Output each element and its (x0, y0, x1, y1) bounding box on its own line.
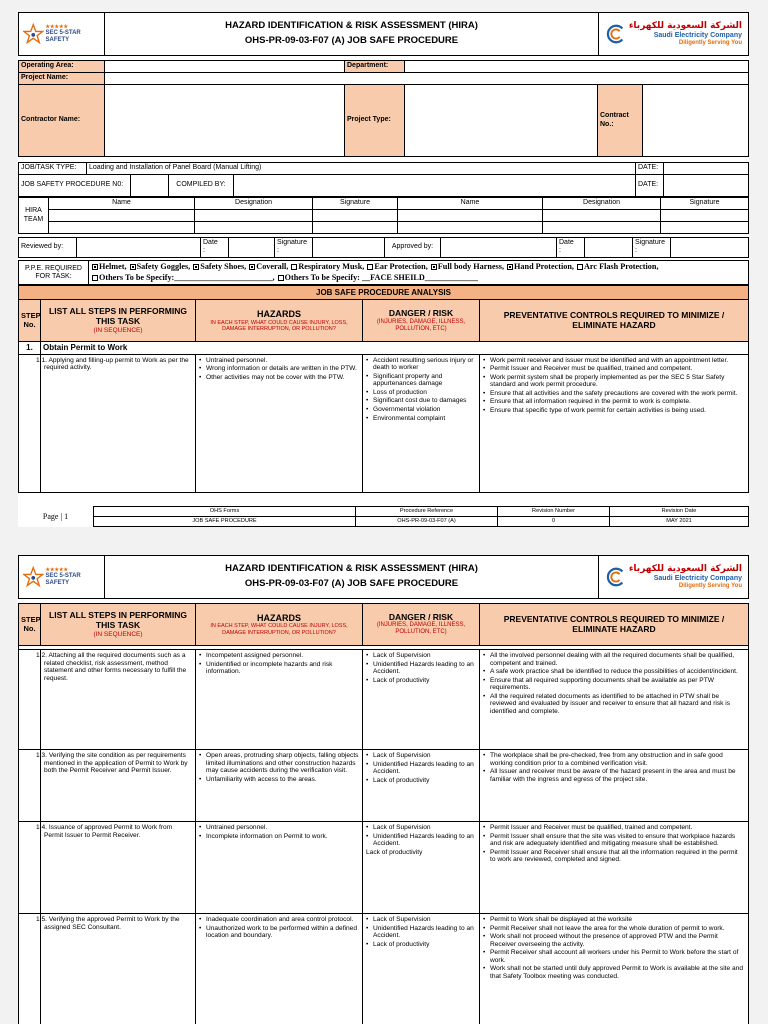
team-designation-header-2: Designation (543, 198, 661, 210)
review-approval-table (18, 237, 749, 258)
ppe-option-label: Hand Protection, (514, 262, 574, 271)
danger-cell (363, 650, 480, 750)
table-row (19, 750, 749, 822)
logo-text: SEC 5-STAR SAFETY (45, 30, 81, 43)
ppe-option-label: Safety Goggles, (136, 262, 191, 271)
footer-reference-value: OHS-PR-09-03-F07 (A) (356, 517, 498, 527)
job-task-table (18, 162, 749, 197)
team-name-header-2: Name (398, 198, 543, 210)
colon: : (203, 247, 205, 255)
company-name-english: Saudi Electricity Company (653, 574, 742, 582)
checkbox-checked-icon (507, 264, 513, 270)
controls-header: PREVENTATIVE CONTROLS REQUIRED TO MINIMIZE / ELIMINATE HAZARD (480, 604, 749, 646)
ppe-checkbox-arc[interactable] (576, 262, 659, 271)
control-item: • Ensure that all information required in the permit to work is complete. (483, 398, 745, 406)
sec-swirl-icon (604, 566, 626, 588)
team-field[interactable] (313, 210, 398, 222)
step-number: 1. (19, 342, 41, 354)
hazard-item: • Unauthorized work to be performed within a defined location and boundary. (199, 925, 359, 940)
team-field[interactable] (313, 222, 398, 234)
danger-item: • Governmental violation (366, 406, 476, 414)
hazard-item: • Untrained personnel. (199, 357, 359, 365)
job-task-type-label: JOB/TASK TYPE: (19, 163, 87, 175)
date-label-2: DATE: (636, 175, 664, 197)
ppe-checkbox-others-2[interactable] (277, 273, 478, 282)
step-cell-empty (19, 750, 41, 822)
hazards-header-title: HAZARDS (257, 613, 301, 624)
team-field[interactable] (398, 222, 543, 234)
contract-no-label: Contract No.: (598, 85, 643, 157)
hazard-item: • Unfamiliarity with access to the areas. (199, 776, 359, 784)
date-field[interactable] (664, 163, 749, 175)
checkbox-checked-icon (431, 264, 437, 270)
hazard-item: • Wrong information or details are written in the PTW. (199, 365, 359, 373)
hazard-item: • Incompetent assigned personnel. (199, 652, 359, 660)
footer-col-revision-date: Revision Date (610, 507, 749, 517)
hazards-cell (196, 354, 363, 492)
team-name-header: Name (49, 198, 195, 210)
footer-table (93, 506, 749, 527)
ppe-option-label: Full body Harness, (437, 262, 504, 271)
ppe-option-label: Others To be Specify: __FACE SHEILD_____________ (284, 272, 479, 282)
ppe-label: P.P.E. REQUIRED FOR TASK: (19, 261, 89, 285)
project-info-table (18, 60, 749, 157)
project-name-label: Project Name: (19, 73, 105, 85)
project-type-field[interactable] (405, 85, 598, 157)
team-field[interactable] (543, 210, 661, 222)
reviewed-by-label: Reviewed by: (19, 238, 77, 258)
step-no-header: STEP No. (19, 604, 41, 646)
danger-cell (363, 354, 480, 492)
control-item: • Permit to Work shall be displayed at the worksite (483, 916, 745, 924)
page-subtitle: OHS-PR-09-03-F07 (A) JOB SAFE PROCEDURE (244, 578, 459, 589)
sec-swirl-icon (604, 23, 626, 45)
steps-header (41, 300, 196, 342)
department-field[interactable] (405, 61, 749, 73)
steps-header-title: LIST ALL STEPS IN PERFORMING THIS TASK (49, 306, 187, 327)
colon: : (277, 247, 279, 255)
hazards-header-sub: IN EACH STEP, WHAT COULD CAUSE INJURY, LOSS, DAMAGE INTERRUPTION, OR POLLUTION? (210, 623, 348, 636)
hazards-header (196, 604, 363, 646)
ppe-option-label: Respiratory Musk, (298, 262, 365, 271)
hira-team-label: HIRA TEAM (19, 198, 49, 234)
danger-item: • Lack of Supervision (366, 824, 476, 832)
controls-header: PREVENTATIVE CONTROLS REQUIRED TO MINIMIZE / ELIMINATE HAZARD (480, 300, 749, 342)
ppe-options (89, 261, 749, 285)
control-item: • Ensure that all required supporting documents shall be available as per PTW requirements. (483, 677, 745, 692)
approved-date-field[interactable] (585, 238, 633, 258)
hazards-header (196, 300, 363, 342)
compiled-by-field[interactable] (234, 175, 636, 197)
danger-header (363, 300, 480, 342)
sec-safety-logo (19, 13, 105, 56)
danger-item: • Unidentified Hazards leading to an Accident. (366, 833, 476, 848)
ppe-checkbox-others-1[interactable] (91, 273, 275, 282)
team-field[interactable] (661, 210, 749, 222)
hazards-cell (196, 914, 363, 1024)
footer-col-reference: Procedure Reference (356, 507, 498, 517)
danger-item: • Lack of Supervision (366, 916, 476, 924)
danger-cell (363, 822, 480, 914)
footer-revision-date-value: MAY 2021 (610, 517, 749, 527)
steps-header-sub: (IN SEQUENCE) (93, 630, 143, 638)
controls-cell (480, 914, 749, 1024)
logo-stars: ★★★★★ (45, 23, 68, 30)
hazards-cell (196, 750, 363, 822)
ppe-checkbox-goggles[interactable] (129, 262, 191, 271)
project-type-label: Project Type: (345, 85, 405, 157)
approved-signature-label: Signature (635, 239, 665, 246)
control-item: • Permit Receiver shall account all workers under his Permit to Work before the start of work. (483, 949, 745, 964)
control-item: • Work shall not be started until duly approved Permit to Work is available at the site and that Safety Toolbox meeting was conducted. (483, 965, 745, 980)
danger-cell (363, 750, 480, 822)
contractor-name-label: Contractor Name: (19, 85, 105, 157)
danger-item: • Lack of productivity (366, 777, 476, 785)
ppe-checkbox-ear[interactable] (366, 262, 427, 271)
control-item: • Permit Receiver shall not leave the area for the whole duration of permit to work. (483, 925, 745, 933)
step-cell-empty (19, 914, 41, 1024)
page-footer (18, 506, 749, 527)
logo-stars: ★★★★★ (45, 566, 68, 573)
ppe-checkbox-harness[interactable] (430, 262, 504, 271)
step-description: 1.3. Verifying the site condition as per requirements mentioned in the application of Permit to Work by both the Permit Receiver and Permit Issuer. (41, 750, 196, 822)
controls-cell (480, 822, 749, 914)
team-signature-header-2: Signature (661, 198, 749, 210)
checkbox-unchecked-icon (577, 264, 583, 270)
danger-cell (363, 914, 480, 1024)
ppe-option-label: Arc Flash Protection, (583, 262, 659, 271)
ppe-checkbox-coverall[interactable] (248, 262, 288, 271)
company-name-english: Saudi Electricity Company (653, 31, 742, 39)
star-logo-icon (23, 566, 44, 588)
step-description: 1.5. Verifying the approved Permit to Work by the assigned SEC Consultant. (41, 914, 196, 1024)
control-item: • Work permit receiver and issuer must be identified and with an appointment letter. (483, 357, 745, 365)
ppe-checkbox-shoes[interactable] (192, 262, 246, 271)
control-item: • Work permit system shall be properly implemented as per the SEC 5 Star Safety standard and work permit procedure. (483, 374, 745, 389)
reviewed-signature-field[interactable] (313, 238, 385, 258)
hazards-header-title: HAZARDS (257, 309, 301, 320)
date-label: DATE: (636, 163, 664, 175)
danger-item: • Significant property and appurtenances damage (366, 373, 476, 388)
danger-item: • Lack of productivity (366, 677, 476, 685)
checkbox-checked-icon (193, 264, 199, 270)
danger-item: • Unidentified Hazards leading to an Accident. (366, 925, 476, 940)
sec-company-logo (599, 13, 749, 56)
controls-cell (480, 750, 749, 822)
hazard-item: • Untrained personnel. (199, 824, 359, 832)
step-description: 1.1. Applying and filling-up permit to Work as per the required activity. (41, 354, 196, 492)
page-number: Page | 1 (42, 512, 69, 521)
checkbox-unchecked-icon (367, 264, 373, 270)
reviewed-date-field[interactable] (229, 238, 275, 258)
control-item: • Permit Issuer and Receiver must be qualified, trained and competent. (483, 824, 745, 832)
step-description: 1.2. Attaching all the required documents such as a related checklist, risk assessment, method statement and other forms necessary to fulfill the request. (41, 650, 196, 750)
step-cell-empty (19, 354, 41, 492)
controls-cell (480, 650, 749, 750)
ppe-option-label: Ear Protection, (374, 262, 428, 271)
team-field[interactable] (543, 222, 661, 234)
checkbox-checked-icon (130, 264, 136, 270)
logo-text: SEC 5-STAR SAFETY (45, 573, 81, 586)
approved-by-field[interactable] (441, 238, 557, 258)
hira-team-table (18, 197, 749, 234)
steps-header (41, 604, 196, 646)
control-item: • All Issuer and receiver must be aware of the hazard present in the area and must be familiar with the ingress and egress of the project site. (483, 768, 745, 783)
step-cell-empty (19, 822, 41, 914)
approved-by-label: Approved by: (385, 238, 441, 258)
hazard-item: • Unidentified or incomplete hazards and risk information. (199, 661, 359, 676)
hazards-cell (196, 650, 363, 750)
danger-header-sub: (INJURIES, DAMAGE, ILLNESS, POLLUTION, ETC) (376, 318, 466, 332)
operating-area-label: Operating Area: (19, 61, 105, 73)
colon: : (635, 247, 637, 255)
control-item: • Permit Issuer and Receiver shall ensure that all the information required in the permit to work are reviewed, completed and signed. (483, 849, 745, 864)
control-item: • All the required related documents as identified to be attached in PTW shall be reviewed and evaluated by issuer and receiver to ensure that all hazard and risk is identified and complete. (483, 693, 745, 716)
hazards-header-sub: IN EACH STEP, WHAT COULD CAUSE INJURY, LOSS, DAMAGE INTERRUPTION, OR POLLUTION? (210, 319, 348, 332)
danger-item: • Unidentified Hazards leading to an Accident. (366, 761, 476, 776)
ppe-option-label: Helmet, (99, 262, 127, 271)
operating-area-field[interactable] (105, 61, 345, 73)
footer-col-revision-number: Revision Number (498, 507, 610, 517)
controls-cell (480, 354, 749, 492)
danger-item: • Lack of Supervision (366, 752, 476, 760)
jsp-number-field[interactable] (131, 175, 169, 197)
ppe-checkbox-hand[interactable] (506, 262, 574, 271)
danger-item: • Significant cost due to damages (366, 397, 476, 405)
steps-header-sub: (IN SEQUENCE) (93, 326, 143, 334)
contract-no-field[interactable] (643, 85, 749, 157)
team-field[interactable] (398, 210, 543, 222)
contractor-name-field[interactable] (105, 85, 345, 157)
company-tagline: Diligently Serving You (678, 39, 742, 46)
document-header (18, 12, 749, 56)
analysis-table-continued (18, 603, 749, 1024)
danger-header-sub: (INJURIES, DAMAGE, ILLNESS, POLLUTION, ETC) (376, 622, 466, 636)
checkbox-unchecked-icon (92, 275, 98, 281)
analysis-section-title: JOB SAFE PROCEDURE ANALYSIS (19, 286, 749, 300)
compiled-by-label: COMPILED BY: (169, 175, 234, 197)
hazard-item: • Open areas, protruding sharp objects, falling objects limited illuminations and other construction hazards may cause accidents during the verification visit. (199, 752, 359, 775)
approved-date-label: Date (559, 239, 574, 246)
table-row (19, 822, 749, 914)
danger-header-title: DANGER / RISK (388, 308, 454, 319)
reviewed-date-label: Date (203, 239, 218, 246)
hazard-item: • Incomplete information on Permit to work. (199, 833, 359, 841)
footer-revision-number-value: 0 (498, 517, 610, 527)
hazards-cell (196, 822, 363, 914)
department-label: Department: (345, 61, 405, 73)
danger-header-title: DANGER / RISK (388, 611, 454, 622)
step-description: 1.4. Issuance of approved Permit to Work from Permit Issuer to Permit Receiver. (41, 822, 196, 914)
danger-item: • Lack of productivity (366, 941, 476, 949)
step-cell-empty (19, 650, 41, 750)
checkbox-unchecked-icon (278, 275, 284, 281)
step-title: Obtain Permit to Work (41, 342, 749, 354)
footer-col-forms: OHS Forms (94, 507, 356, 517)
jsp-number-label: JOB SAFETY PROCEDURE N0: (19, 175, 131, 197)
ppe-checkbox-helmet[interactable] (91, 262, 127, 271)
ppe-option-label: Coverall, (256, 262, 289, 271)
table-row (19, 650, 749, 750)
sec-safety-logo (19, 556, 105, 599)
approved-signature-field[interactable] (671, 238, 749, 258)
company-tagline: Diligently Serving You (678, 582, 742, 589)
danger-item: • Environmental complaint (366, 415, 476, 423)
control-item: • Ensure that specific type of work permit for certain activities is being used. (483, 407, 745, 415)
checkbox-unchecked-icon (291, 264, 297, 270)
document-page-2 (18, 555, 749, 1024)
page-subtitle: OHS-PR-09-03-F07 (A) JOB SAFE PROCEDURE (244, 35, 459, 46)
ppe-table (18, 260, 749, 285)
job-task-type-value: Loading and Installation of Panel Board (Manual Lifting) (87, 163, 636, 175)
reviewed-signature-label: Signature (277, 239, 307, 246)
analysis-table (18, 285, 749, 492)
sec-company-logo (599, 556, 749, 599)
ppe-option-label: Safety Shoes, (200, 262, 247, 271)
team-field[interactable] (661, 222, 749, 234)
project-name-field[interactable] (105, 73, 749, 85)
company-name-arabic: الشركة السعودية للكهرباء (628, 564, 742, 575)
danger-extra-text: Lack of productivity (366, 848, 423, 856)
danger-item: • Unidentified Hazards leading to an Accident. (366, 661, 476, 676)
danger-item: • Lack of Supervision (366, 652, 476, 660)
step-no-header: STEP No. (19, 300, 41, 342)
control-item: • The workplace shall be pre-checked, free from any obstruction and in safe good working condition prior to a combined verification visit. (483, 752, 745, 767)
checkbox-checked-icon (249, 264, 255, 270)
team-field[interactable] (49, 222, 195, 234)
team-signature-header: Signature (313, 198, 398, 210)
control-item: • Permit Issuer shall ensure that the site was visited to ensure that workplace hazards and risk are adequately identified and mitigating measure shall be established. (483, 833, 745, 848)
date-field-2[interactable] (664, 175, 749, 197)
table-row (19, 354, 749, 492)
table-row (19, 914, 749, 1024)
control-item: • A safe work practice shall be identified to reduce the possibilities of accident/incident. (483, 668, 745, 676)
ppe-checkbox-respiratory[interactable] (290, 262, 364, 271)
reviewed-by-field[interactable] (77, 238, 201, 258)
team-field[interactable] (49, 210, 195, 222)
hazard-item: • Inadequate coordination and area control protocol. (199, 916, 359, 924)
team-designation-header: Designation (195, 198, 313, 210)
colon: : (559, 247, 561, 255)
team-field[interactable] (195, 210, 313, 222)
control-item: • All the involved personnel dealing with all the required documents shall be qualified, competent and trained. (483, 652, 745, 667)
steps-header-title: LIST ALL STEPS IN PERFORMING THIS TASK (49, 610, 187, 630)
page-title: HAZARD IDENTIFICATION & RISK ASSESSMENT (HIRA) (225, 20, 478, 32)
header-titles (105, 556, 599, 599)
control-item: • Work shall not proceed without the presence of approved PTW and the Permit Receiver overseeing the activity. (483, 933, 745, 948)
control-item: • Ensure that all activities and the safety precautions are covered with the work permit. (483, 390, 745, 398)
team-field[interactable] (195, 222, 313, 234)
checkbox-checked-icon (92, 264, 98, 270)
danger-item: • Accident resulting serious injury or death to worker (366, 357, 476, 372)
footer-forms-value: JOB SAFE PROCEDURE (94, 517, 356, 527)
hazard-item: • Other activities may not be cover with the PTW. (199, 374, 359, 382)
star-logo-icon (23, 23, 44, 45)
document-header (18, 555, 749, 599)
ppe-option-label: Others To be Specify:________________________, (99, 272, 275, 282)
page-title: HAZARD IDENTIFICATION & RISK ASSESSMENT (HIRA) (225, 563, 478, 575)
company-name-arabic: الشركة السعودية للكهرباء (628, 21, 742, 32)
header-titles (105, 13, 599, 56)
danger-header (363, 604, 480, 646)
danger-item: • Loss of production (366, 389, 476, 397)
control-item: • Permit Issuer and Receiver must be qualified, trained and competent. (483, 365, 745, 373)
document-page-1 (18, 12, 749, 527)
